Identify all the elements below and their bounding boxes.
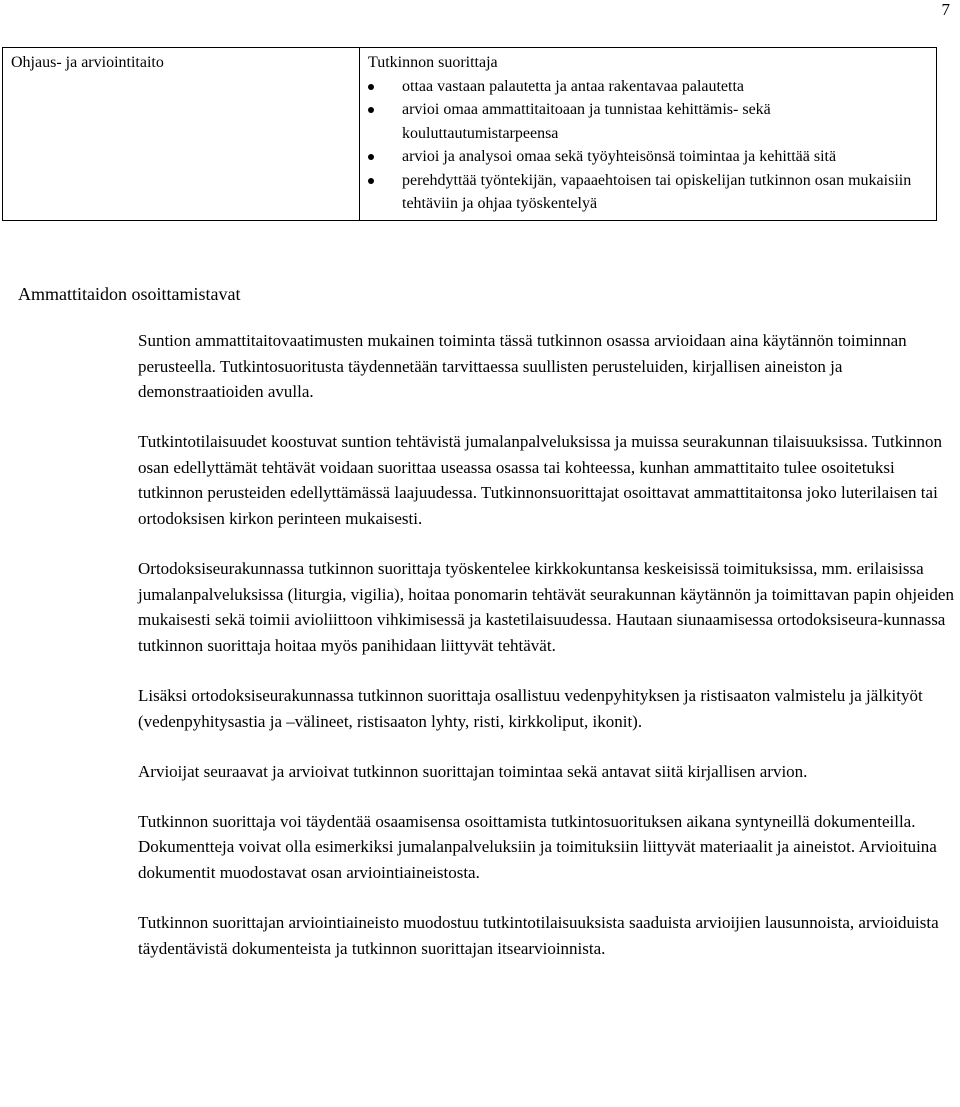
paragraph: Ortodoksiseurakunnassa tutkinnon suorittaja työskentelee kirkkokuntansa keskeisissä toimituksissa, mm. erilaisissa jumalanpalveluksissa (liturgia, vigilia), hoitaa ponomarin tehtävät seurakunnan käytännön ja toimittavan papin ohjeiden mukaisesti sekä toimii avioliittoon vihkimisessä ja kastetilaisuudessa. Hautaan siunaamisessa ortodoksiseura-kunnassa tutkinnon suorittaja hoitaa myös panihidaan liittyvät tehtävät. (138, 559, 954, 655)
list-item-text: arvioi omaa ammattitaitoaan ja tunnistaa kehittämis- sekä kouluttautumistarpeensa (402, 101, 771, 142)
list-item (368, 98, 928, 145)
criteria-list (368, 75, 928, 216)
paragraph: Suntion ammattitaitovaatimusten mukainen toiminta tässä tutkinnon osassa arvioidaan aina käytännön toiminnan perusteella. Tutkintosuoritusta täydennetään tarvittaessa suullisten perusteluiden, kirjallisen aineiston ja demonstraatioiden avulla. (138, 331, 907, 402)
bullet-icon (368, 154, 374, 160)
paragraph: Tutkinnon suorittajan arviointiaineisto muodostuu tutkintotilaisuuksista saaduista arvioijien lausunnoista, arvioiduista täydentävistä dokumenteista ja tutkinnon suorittajan itsearvioinnista. (138, 913, 939, 958)
assessment-criteria-table (2, 47, 937, 221)
bullet-icon (368, 107, 374, 113)
bullet-icon (368, 178, 374, 184)
section-heading: Ammattitaidon osoittamistavat (18, 284, 241, 304)
paragraph: Arvioijat seuraavat ja arvioivat tutkinnon suorittajan toimintaa sekä antavat siitä kirjallisen arvion. (138, 761, 808, 781)
list-item (368, 169, 928, 216)
page-number: 7 (941, 0, 950, 19)
table-row (3, 48, 937, 221)
list-item (368, 145, 928, 169)
criteria-content-cell (360, 48, 937, 221)
bullet-icon (368, 84, 374, 90)
paragraph: Tutkintotilaisuudet koostuvat suntion tehtävistä jumalanpalveluksissa ja muissa seurakunnan tilaisuuksissa. Tutkinnon osan edellyttämät tehtävät voidaan suorittaa useassa osassa tai kohteessa, kunhan ammattitaito tulee osoitetuksi tutkinnon perusteiden edellyttämässä laajuudessa. Tutkinnonsuorittajat osoittavat ammattitaitonsa joko luterilaisen tai ortodoksisen kirkon perinteen mukaisesti. (138, 432, 943, 529)
criteria-label-cell (3, 48, 360, 221)
section-body (138, 328, 956, 986)
paragraph: Tutkinnon suorittaja voi täydentää osaamisensa osoittamista tutkintosuorituksen aikana syntyneillä dokumenteilla. Dokumentteja voivat olla esimerkiksi jumalanpalveluksiin ja toimituksiin liittyvät materiaalit ja aineistot. Arvioituina dokumentit muodostavat osan arviointiaineistosta. (138, 811, 937, 882)
list-item-text: perehdyttää työntekijän, vapaaehtoisen tai opiskelijan tutkinnon osan mukaisiin tehtäviin ja ohjaa työskentelyä (402, 171, 912, 212)
criteria-label: Ohjaus- ja arviointitaito (11, 54, 164, 71)
list-item-text: arvioi ja analysoi omaa sekä työyhteisönsä toimintaa ja kehittää sitä (402, 148, 837, 165)
paragraph: Lisäksi ortodoksiseurakunnassa tutkinnon suorittaja osallistuu vedenpyhityksen ja ristisaaton valmistelu ja jälkityöt (vedenpyhitysastia ja –välineet, ristisaaton lyhty, risti, kirkkoliput, ikonit). (138, 686, 923, 731)
list-item-text: ottaa vastaan palautetta ja antaa rakentavaa palautetta (402, 77, 745, 95)
criteria-intro: Tutkinnon suorittaja (368, 54, 498, 71)
list-item (368, 75, 928, 99)
